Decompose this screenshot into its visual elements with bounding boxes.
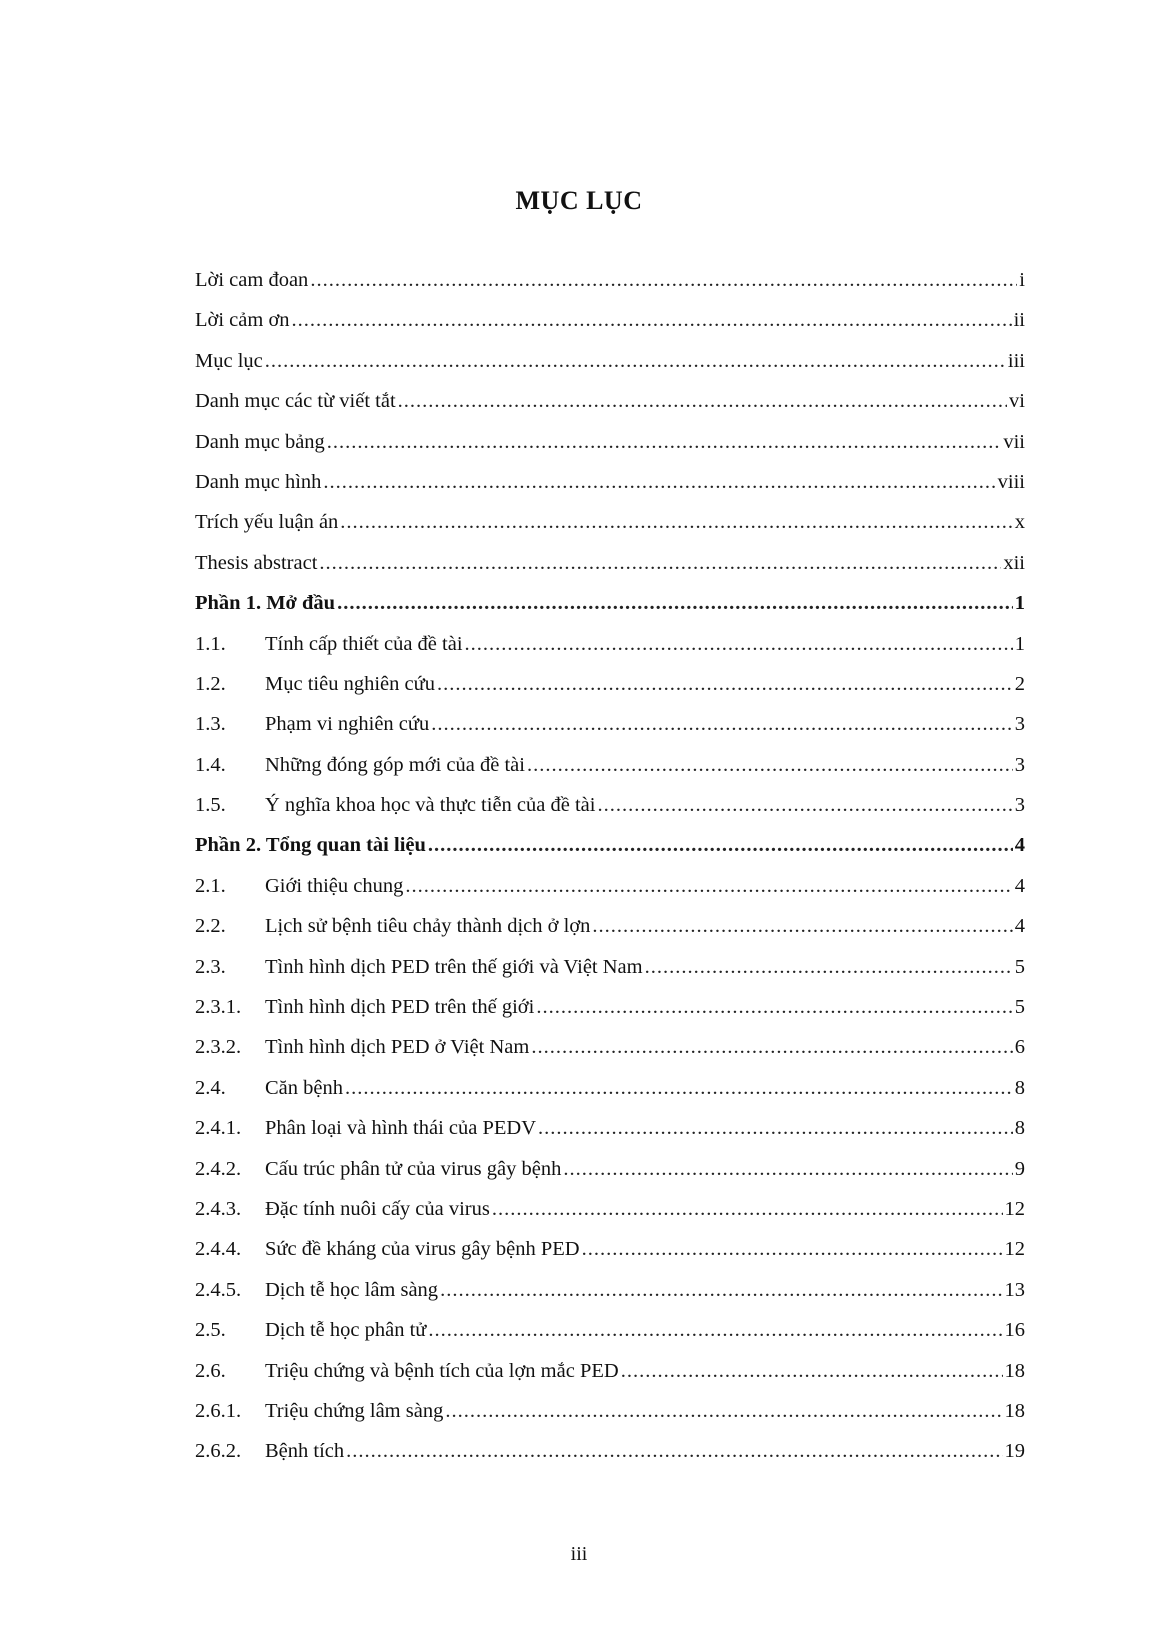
toc-entry[interactable] bbox=[195, 1270, 1025, 1310]
toc-entry-title: Lịch sử bệnh tiêu chảy thành dịch ở lợn bbox=[265, 915, 591, 938]
toc-entry-title: Mục lục bbox=[195, 349, 263, 372]
toc-dot-leader bbox=[440, 1270, 1002, 1310]
toc-entry-number: 2.3.2. bbox=[195, 1036, 242, 1059]
toc-entry-number: 2.6.2. bbox=[195, 1440, 242, 1463]
toc-entry-page: 3 bbox=[1014, 753, 1025, 776]
toc-entry-title: Căn bệnh bbox=[265, 1076, 343, 1099]
toc-dot-leader bbox=[265, 341, 1006, 381]
toc-entry-number: 2.6.1. bbox=[195, 1399, 242, 1422]
toc-entry[interactable] bbox=[195, 906, 1025, 946]
toc-dot-leader bbox=[428, 825, 1013, 865]
toc-entry[interactable] bbox=[195, 704, 1025, 744]
toc-dot-leader bbox=[536, 987, 1012, 1027]
toc-entry-number: 2.4.4. bbox=[195, 1238, 242, 1261]
toc-dot-leader bbox=[445, 1391, 1002, 1431]
toc-dot-leader bbox=[597, 785, 1012, 825]
toc-entry-page: 8 bbox=[1014, 1117, 1025, 1140]
toc-entry-title: Tính cấp thiết của đề tài bbox=[265, 632, 463, 655]
toc-dot-leader bbox=[340, 502, 1012, 542]
toc-entry-title: Triệu chứng và bệnh tích của lợn mắc PED bbox=[265, 1359, 619, 1382]
toc-entry-title: Danh mục bảng bbox=[195, 430, 325, 453]
toc-entry-title: Danh mục hình bbox=[195, 470, 322, 493]
toc-entry-page: 13 bbox=[1004, 1278, 1025, 1301]
toc-entry[interactable] bbox=[195, 987, 1025, 1027]
toc-dot-leader bbox=[431, 704, 1012, 744]
toc-dot-leader bbox=[563, 1149, 1012, 1189]
toc-entry-number: 1.3. bbox=[195, 713, 226, 736]
toc-entry-page: viii bbox=[997, 470, 1025, 493]
toc-entry-page: 9 bbox=[1014, 1157, 1025, 1180]
toc-entry-page: 18 bbox=[1004, 1359, 1025, 1382]
toc-entry[interactable] bbox=[195, 1229, 1025, 1269]
toc-dot-leader bbox=[310, 260, 1017, 300]
toc-entry-page: vi bbox=[1009, 390, 1025, 413]
toc-entry[interactable] bbox=[195, 825, 1025, 865]
toc-entry-page: 6 bbox=[1014, 1036, 1025, 1059]
toc-entry-number: 2.4.1. bbox=[195, 1117, 242, 1140]
toc-entry[interactable] bbox=[195, 1149, 1025, 1189]
toc-dot-leader bbox=[531, 1027, 1012, 1067]
toc-entry-number: 2.4.5. bbox=[195, 1278, 242, 1301]
toc-dot-leader bbox=[538, 1108, 1013, 1148]
toc-entry-page: 1 bbox=[1014, 632, 1025, 655]
toc-entry-page: x bbox=[1014, 511, 1025, 534]
toc-entry-title: Tình hình dịch PED ở Việt Nam bbox=[265, 1036, 530, 1059]
toc-entry-page: 18 bbox=[1004, 1399, 1025, 1422]
toc-entry-number: 2.4.2. bbox=[195, 1157, 242, 1180]
toc-entry-page: 12 bbox=[1004, 1197, 1025, 1220]
toc-entry-title: Giới thiệu chung bbox=[265, 874, 404, 897]
toc-dot-leader bbox=[582, 1229, 1003, 1269]
toc-entry-title: Bệnh tích bbox=[265, 1440, 345, 1463]
toc-dot-leader bbox=[292, 300, 1012, 340]
toc-entry[interactable] bbox=[195, 502, 1025, 542]
toc-entry-title: Tình hình dịch PED trên thế giới bbox=[265, 996, 535, 1019]
toc-entry-title: Lời cảm ơn bbox=[195, 309, 290, 332]
toc-dot-leader bbox=[621, 1351, 1003, 1391]
toc-entry-page: 12 bbox=[1004, 1238, 1025, 1261]
toc-entry-title: Lời cam đoan bbox=[195, 269, 309, 291]
toc-entry-title: Danh mục các từ viết tắt bbox=[195, 390, 396, 413]
toc-entry-title: Dịch tễ học phân tử bbox=[265, 1319, 427, 1342]
toc-entry-number: 2.2. bbox=[195, 915, 226, 938]
toc-entry-title: Phân loại và hình thái của PEDV bbox=[265, 1117, 537, 1140]
toc-entry-title: Phần 2. Tổng quan tài liệu bbox=[195, 834, 426, 857]
toc-dot-leader bbox=[465, 624, 1013, 664]
toc-entry-title: Dịch tễ học lâm sàng bbox=[265, 1278, 439, 1301]
toc-dot-leader bbox=[405, 866, 1012, 906]
toc-entry-title: Những đóng góp mới của đề tài bbox=[265, 753, 525, 776]
toc-entry-page: 5 bbox=[1014, 955, 1025, 978]
toc-entry[interactable] bbox=[195, 1027, 1025, 1067]
toc-entry-number: 2.3.1. bbox=[195, 996, 242, 1019]
toc-entry-title: Tình hình dịch PED trên thế giới và Việt Nam bbox=[265, 955, 643, 978]
toc-entry-number: 2.4.3. bbox=[195, 1197, 242, 1220]
toc-entry-title: Thesis abstract bbox=[195, 551, 318, 574]
toc-entry-page: iii bbox=[1007, 349, 1025, 372]
toc-entry-title: Mục tiêu nghiên cứu bbox=[265, 672, 435, 695]
toc-entry-number: 2.1. bbox=[195, 874, 226, 897]
toc-entry-page: 1 bbox=[1014, 592, 1025, 615]
toc-dot-leader bbox=[592, 906, 1012, 946]
toc-entry-page: 4 bbox=[1014, 874, 1025, 897]
toc-entry[interactable] bbox=[195, 624, 1025, 664]
toc-entry-page: 4 bbox=[1014, 915, 1025, 938]
toc-entry-title: Trích yếu luận án bbox=[195, 511, 339, 534]
toc-entry-number: 1.5. bbox=[195, 794, 226, 817]
toc-entry[interactable] bbox=[195, 664, 1025, 704]
toc-entry[interactable] bbox=[195, 583, 1025, 623]
toc-entry-page: 2 bbox=[1014, 672, 1025, 695]
toc-entry[interactable] bbox=[195, 1068, 1025, 1108]
toc-dot-leader bbox=[527, 745, 1013, 785]
toc-entry[interactable] bbox=[195, 300, 1025, 340]
toc-entry-number: 1.4. bbox=[195, 753, 226, 776]
toc-dot-leader bbox=[319, 543, 1001, 583]
toc-entry-number: 2.4. bbox=[195, 1076, 226, 1099]
toc-entry-title: Triệu chứng lâm sàng bbox=[265, 1399, 444, 1422]
toc-entry-page: vii bbox=[1003, 430, 1025, 453]
page-number: iii bbox=[570, 1543, 588, 1565]
toc-entry-page: 4 bbox=[1014, 834, 1025, 857]
toc-dot-leader bbox=[492, 1189, 1003, 1229]
toc-entry-title: Phạm vi nghiên cứu bbox=[265, 713, 430, 736]
toc-entry-title: Phần 1. Mở đầu bbox=[195, 592, 336, 615]
toc-dot-leader bbox=[323, 462, 995, 502]
toc-entry-page: 16 bbox=[1004, 1319, 1025, 1342]
toc-dot-leader bbox=[645, 947, 1013, 987]
toc-entry[interactable] bbox=[195, 1310, 1025, 1350]
toc-entry[interactable] bbox=[195, 785, 1025, 825]
toc-entry-number: 2.5. bbox=[195, 1319, 226, 1342]
toc-dot-leader bbox=[337, 583, 1013, 623]
toc-dot-leader bbox=[437, 664, 1013, 704]
toc-entry-title: Đặc tính nuôi cấy của virus bbox=[265, 1197, 490, 1220]
toc-dot-leader bbox=[345, 1068, 1013, 1108]
toc-entry[interactable] bbox=[195, 462, 1025, 502]
toc-entry[interactable] bbox=[195, 1108, 1025, 1148]
toc-entry[interactable] bbox=[195, 341, 1025, 381]
toc-entry-number: 2.3. bbox=[195, 955, 226, 978]
toc-entry-page: ii bbox=[1013, 309, 1025, 332]
toc-entry[interactable] bbox=[195, 1189, 1025, 1229]
toc-entry[interactable] bbox=[195, 1391, 1025, 1431]
table-of-contents bbox=[195, 260, 1025, 1472]
toc-entry-title: Ý nghĩa khoa học và thực tiễn của đề tài bbox=[265, 794, 596, 817]
toc-entry-page: i bbox=[1019, 269, 1025, 291]
toc-entry-page: 3 bbox=[1014, 794, 1025, 817]
toc-entry[interactable] bbox=[195, 1431, 1025, 1471]
toc-entry-title: Cấu trúc phân tử của virus gây bệnh bbox=[265, 1157, 562, 1180]
toc-dot-leader bbox=[327, 422, 1002, 462]
toc-entry[interactable] bbox=[195, 381, 1025, 421]
page-title: MỤC LỤC bbox=[515, 186, 643, 215]
toc-dot-leader bbox=[346, 1431, 1002, 1471]
toc-entry-number: 2.6. bbox=[195, 1359, 226, 1382]
toc-entry-page: 8 bbox=[1014, 1076, 1025, 1099]
toc-entry-page: 5 bbox=[1014, 996, 1025, 1019]
toc-entry[interactable] bbox=[195, 422, 1025, 462]
toc-dot-leader bbox=[428, 1310, 1002, 1350]
toc-entry-page: xii bbox=[1003, 551, 1025, 574]
toc-entry[interactable] bbox=[195, 260, 1025, 300]
toc-entry-number: 1.1. bbox=[195, 632, 226, 655]
toc-entry[interactable] bbox=[195, 745, 1025, 785]
toc-entry[interactable] bbox=[195, 866, 1025, 906]
toc-dot-leader bbox=[398, 381, 1007, 421]
toc-entry-page: 3 bbox=[1014, 713, 1025, 736]
toc-entry-title: Sức đề kháng của virus gây bệnh PED bbox=[265, 1238, 580, 1261]
toc-entry[interactable] bbox=[195, 1351, 1025, 1391]
toc-entry-number: 1.2. bbox=[195, 672, 226, 695]
toc-entry[interactable] bbox=[195, 543, 1025, 583]
toc-entry[interactable] bbox=[195, 947, 1025, 987]
toc-entry-page: 19 bbox=[1004, 1440, 1025, 1463]
